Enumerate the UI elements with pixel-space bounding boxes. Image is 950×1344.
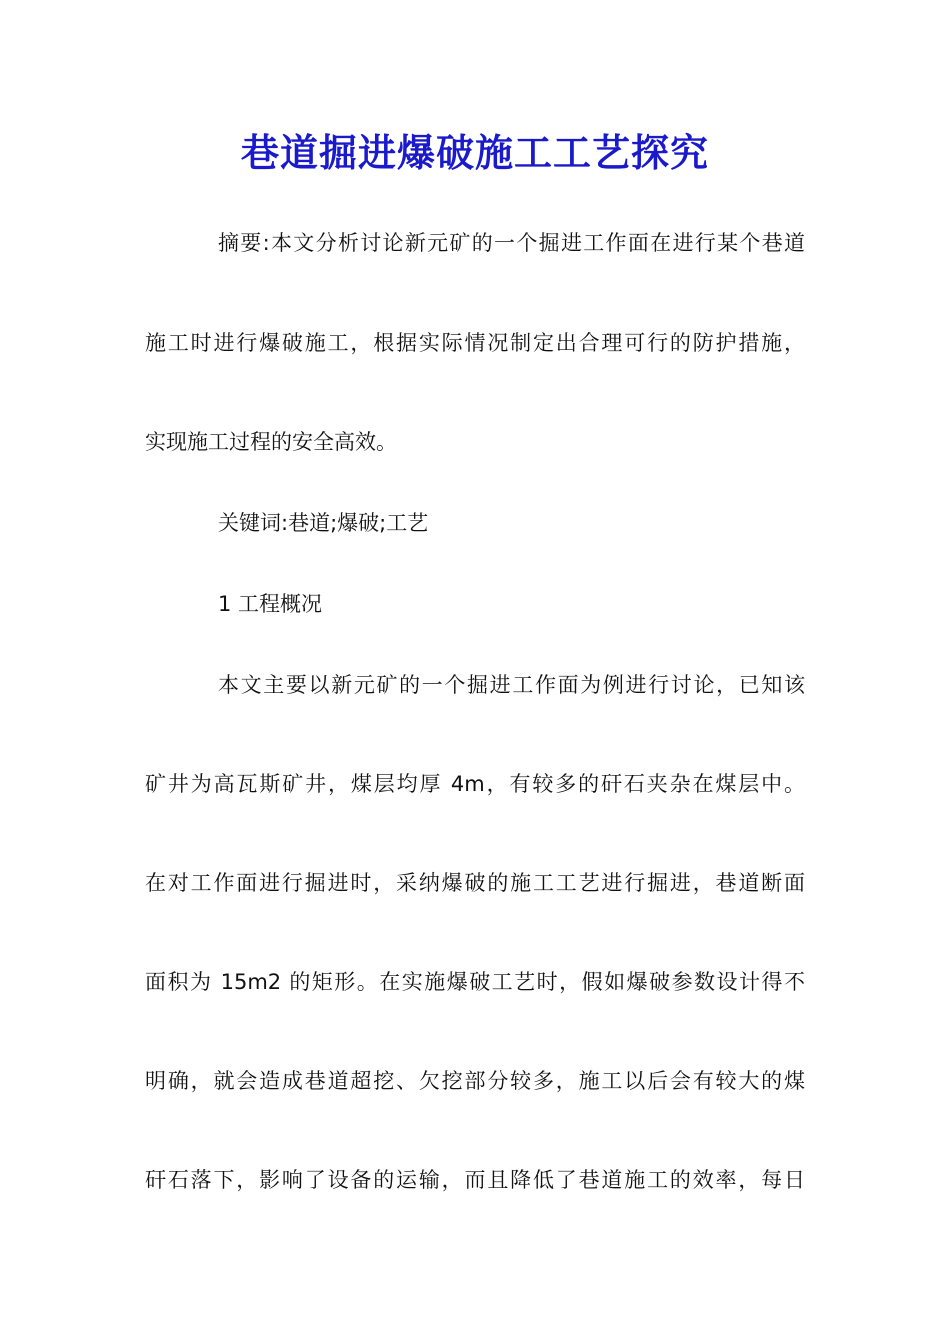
body-line-4: 面积为 15m2 的矩形。在实施爆破工艺时，假如爆破参数设计得不: [145, 970, 805, 994]
body-line-5: 明确，就会造成巷道超挖、欠挖部分较多，施工以后会有较大的煤: [145, 1069, 805, 1093]
section-heading: 1 工程概况: [218, 592, 323, 616]
abstract-line-2: 施工时进行爆破施工，根据实际情况制定出合理可行的防护措施，: [145, 331, 805, 355]
document-title: 巷道掘进爆破施工工艺探究: [240, 130, 709, 175]
body-line-2: 矿井为高瓦斯矿井，煤层均厚 4m，有较多的矸石夹杂在煤层中。: [145, 772, 805, 796]
body-line-6: 矸石落下，影响了设备的运输，而且降低了巷道施工的效率，每日: [145, 1168, 805, 1192]
body-line-3: 在对工作面进行掘进时，采纳爆破的施工工艺进行掘进，巷道断面: [145, 871, 805, 895]
abstract-line-1: 摘要:本文分析讨论新元矿的一个掘进工作面在进行某个巷道: [218, 231, 805, 255]
body-line-1: 本文主要以新元矿的一个掘进工作面为例进行讨论，已知该: [218, 673, 805, 697]
keywords-line: 关键词:巷道;爆破;工艺: [218, 511, 429, 535]
abstract-line-3: 实现施工过程的安全高效。: [145, 430, 397, 454]
